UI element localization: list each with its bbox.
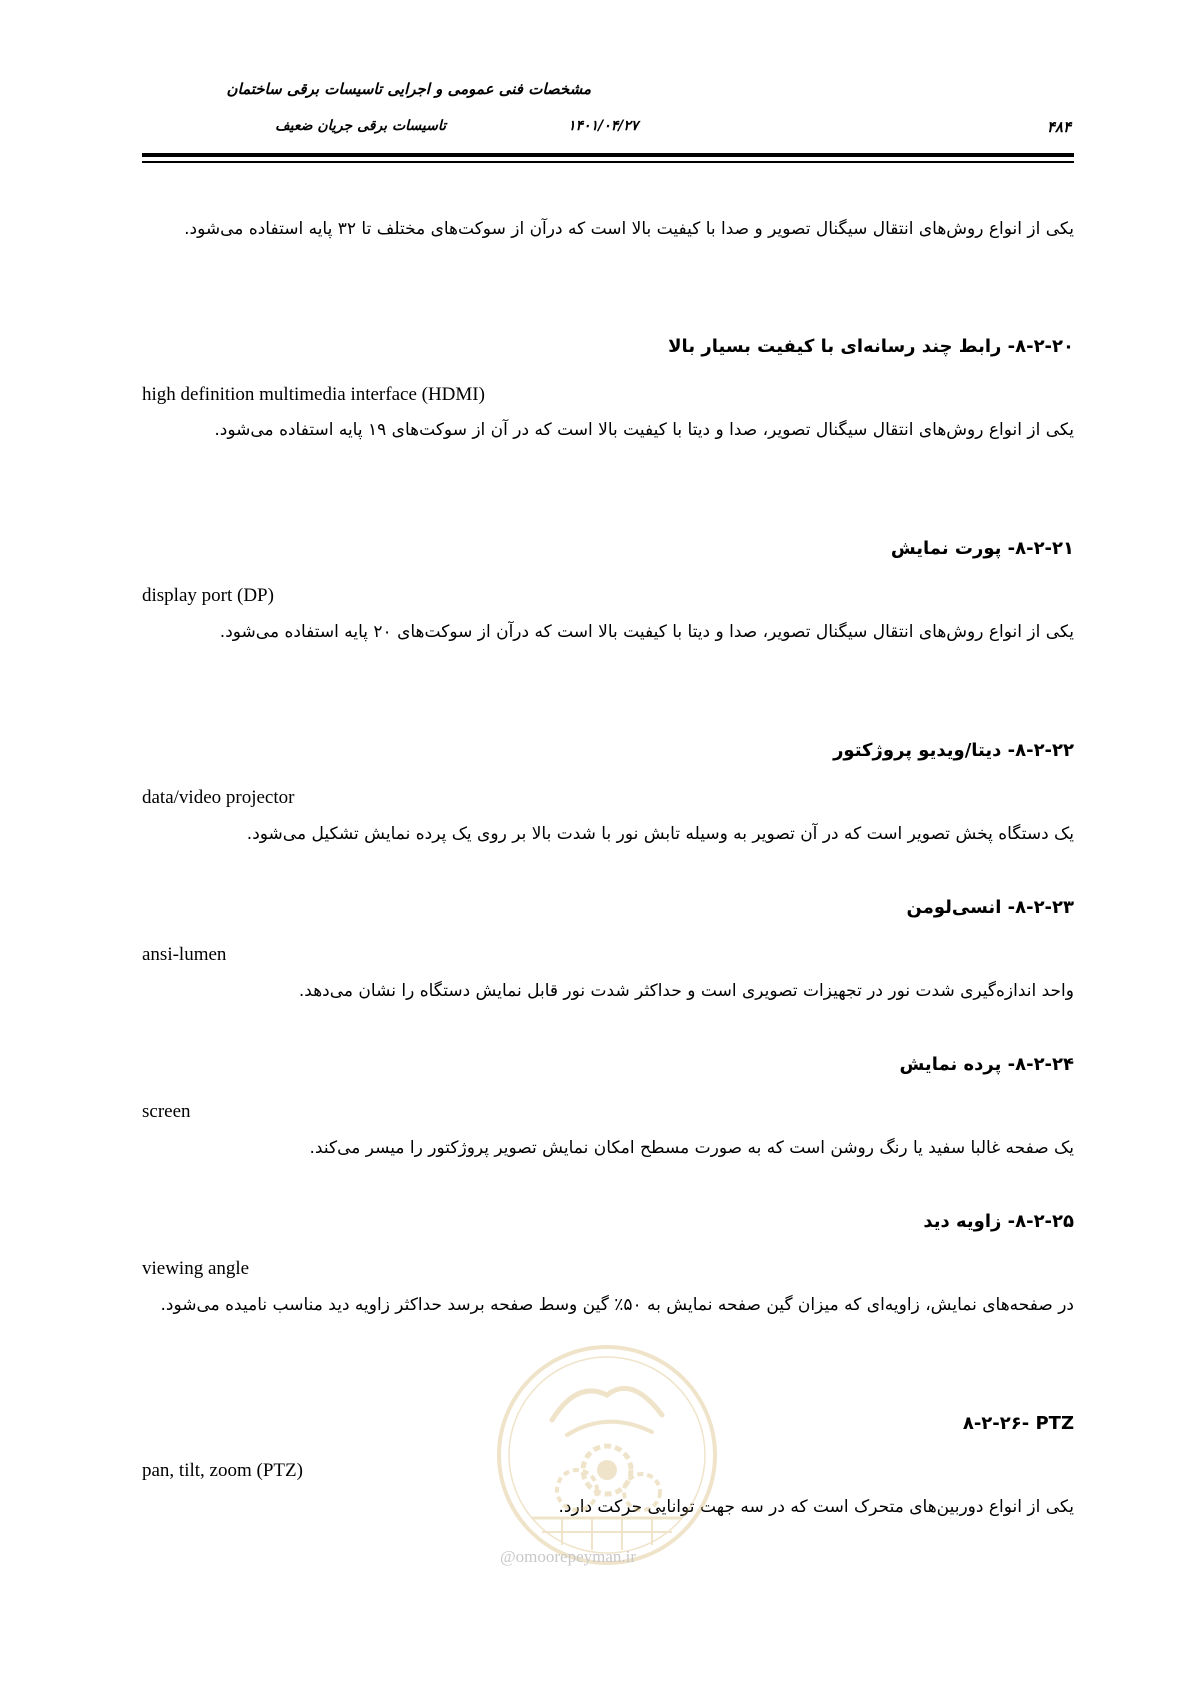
section-heading: ۸-۲-۲۱- پورت نمایش [890, 538, 1074, 559]
section-heading: ۸-۲-۲۳- انسی‌لومن [906, 897, 1074, 918]
section-paragraph: یکی از انواع روش‌های انتقال سیگنال تصویر، صدا و دیتا با کیفیت بالا است که در آن از سوکت‌های ۱۹ پایه استفاده می‌شود. [214, 420, 1074, 440]
section-paragraph: یکی از انواع دوربین‌های متحرک است که در سه جهت توانایی حرکت دارد. [558, 1497, 1074, 1517]
section-english-term: screen [142, 1101, 191, 1122]
page-number: ۴۸۴ [1046, 118, 1071, 136]
section-english-term: pan, tilt, zoom (PTZ) [142, 1460, 303, 1481]
section-english-term: high definition multimedia interface (HDMI) [142, 384, 485, 405]
section-english-term: viewing angle [142, 1258, 250, 1279]
section-paragraph: یکی از انواع روش‌های انتقال سیگنال تصویر، صدا و دیتا با کیفیت بالا است که درآن از سوکت‌های ۲۰ پایه استفاده می‌شود. [219, 622, 1074, 642]
section-english-term: data/video projector [142, 787, 295, 808]
section-paragraph: یک صفحه غالبا سفید یا رنگ روشن است که به صورت مسطح امکان نمایش تصویر پروژکتور را میسر می‌کند. [309, 1138, 1074, 1158]
section-heading: ۸-۲-۲۰- رابط چند رسانه‌ای با کیفیت بسیار بالا [668, 336, 1074, 357]
header-rule-thin [142, 161, 1074, 163]
section-paragraph: یک دستگاه پخش تصویر است که در آن تصویر به وسیله تابش نور با شدت بالا بر روی یک پرده نمایش تشکیل می‌شود. [246, 824, 1074, 844]
section-heading: ۸-۲-۲۴- پرده نمایش [899, 1054, 1074, 1075]
section-english-term: display port (DP) [142, 585, 274, 606]
section-paragraph: واحد اندازه‌گیری شدت نور در تجهیزات تصویری است و حداکثر شدت نور قابل نمایش دستگاه را نشان می‌دهد. [298, 981, 1074, 1001]
document-title: مشخصات فنی عمومی و اجرایی تاسیسات برقی ساختمان [226, 80, 591, 98]
section-heading: ۸-۲-۲۲- دیتا/ویدیو پروژکتور [833, 740, 1074, 761]
document-date: ۱۴۰۱/۰۴/۲۷ [568, 118, 639, 134]
watermark-logo [492, 1340, 722, 1570]
section-english-term: ansi-lumen [142, 944, 227, 965]
header-rule-thick [142, 153, 1074, 157]
section-paragraph: در صفحه‌های نمایش، زاویه‌ای که میزان گین صفحه نمایش به ۵۰٪ گین وسط صفحه برسد حداکثر زاویه دید مناسب نامیده می‌شود. [160, 1295, 1074, 1315]
section-heading: ۸-۲-۲۶- PTZ [962, 1413, 1074, 1434]
intro-paragraph: یکی از انواع روش‌های انتقال سیگنال تصویر و صدا با کیفیت بالا است که درآن از سوکت‌های مختلف تا ۳۲ پایه استفاده می‌شود. [184, 219, 1074, 239]
watermark-site: @omoorepeyman.ir [500, 1547, 637, 1566]
document-subtitle: تاسیسات برقی جریان ضعیف [275, 118, 446, 134]
section-heading: ۸-۲-۲۵- زاویه دید [923, 1211, 1074, 1232]
